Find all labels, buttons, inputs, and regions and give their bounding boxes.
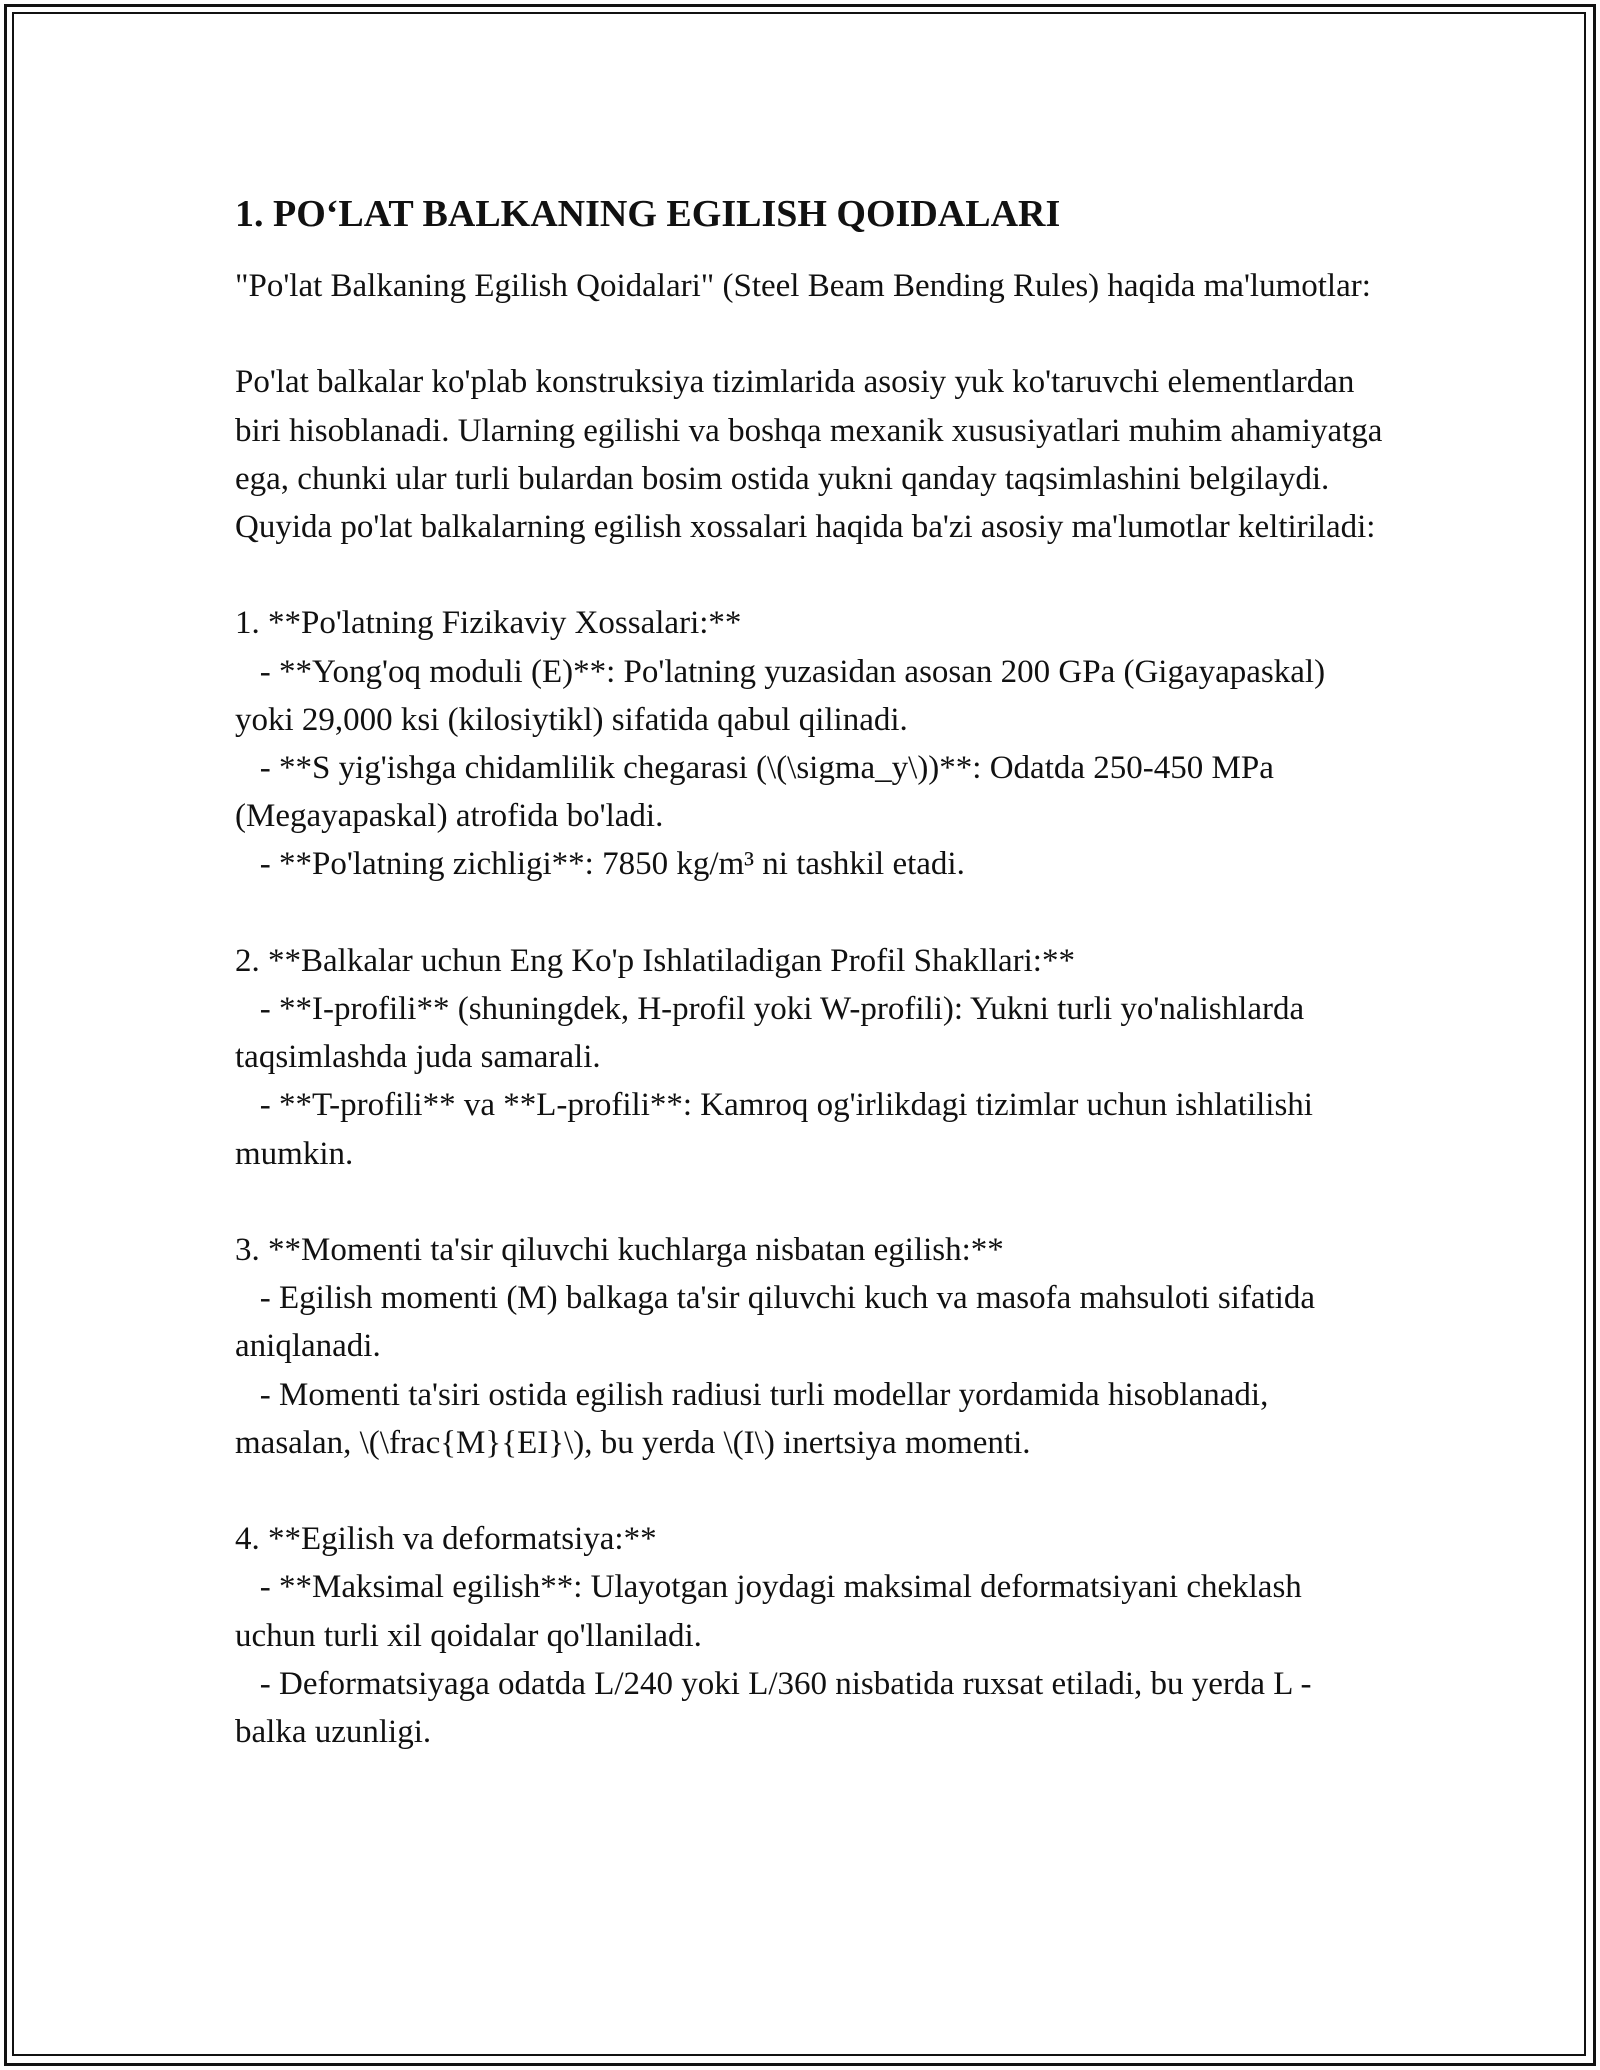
- list-item: - **T-profili** va **L-profili**: Kamroq og'irlikdagi tizimlar uchun ishlatilishi mumkin.: [235, 1087, 1322, 1172]
- blank-line: [235, 1178, 1385, 1226]
- list-item: - **Maksimal egilish**: Ulayotgan joydagi maksimal deformatsiyani cheklash uchun turli xil qoidalar qo'llaniladi.: [235, 1569, 1311, 1654]
- list-item: - **I-profili** (shuningdek, H-profil yoki W-profili): Yukni turli yo'nalishlarda taqsimlashda juda samarali.: [235, 991, 1313, 1076]
- document-body: [235, 186, 1391, 1756]
- section-heading: 2. **Balkalar uchun Eng Ko'p Ishlatiladigan Profil Shakllari:**: [235, 942, 1075, 979]
- blank-line: [235, 889, 1385, 937]
- section-physical-properties: [235, 599, 1385, 888]
- document-title: 1. PO‘LAT BALKANING EGILISH QOIDALARI: [235, 193, 1061, 235]
- list-item: - **Po'latning zichligi**: 7850 kg/m³ ni tashkil etadi.: [235, 846, 965, 883]
- blank-line: [235, 1467, 1385, 1515]
- main-paragraph: Po'lat balkalar ko'plab konstruksiya tizimlarida asosiy yuk ko'taruvchi elementlardan biri hisoblanadi. Ularning egilishi va boshqa mexanik xususiyatlari muhim ahamiyatga ega, chunki ular turli bulardan bosim ostida yukni qanday taqsimlashini belgilaydi. Quyida po'lat balkalarning egilish xossalari haqida ba'zi asosiy ma'lumotlar keltiriladi:: [235, 364, 1391, 545]
- intro-paragraph: "Po'lat Balkaning Egilish Qoidalari" (Steel Beam Bending Rules) haqida ma'lumotlar:: [235, 268, 1371, 304]
- section-heading: 3. **Momenti ta'sir qiluvchi kuchlarga nisbatan egilish:**: [235, 1232, 1004, 1268]
- section-profile-shapes: [235, 937, 1385, 1178]
- section-bending-moment: [235, 1226, 1385, 1467]
- list-item: - **Yong'oq moduli (E)**: Po'latning yuzasidan asosan 200 GPa (Gigayapaskal) yoki 29,000 ksi (kilosiytikl) sifatida qabul qilinadi.: [235, 653, 1334, 738]
- section-heading: 1. **Po'latning Fizikaviy Xossalari:**: [235, 605, 742, 642]
- blank-line: [235, 310, 1385, 358]
- section-deflection: [235, 1515, 1385, 1756]
- list-item: - Deformatsiyaga odatda L/240 yoki L/360 nisbatida ruxsat etiladi, bu yerda L - balka uzunligi.: [235, 1665, 1320, 1751]
- blank-line: [235, 551, 1385, 599]
- section-heading: 4. **Egilish va deformatsiya:**: [235, 1521, 657, 1558]
- list-item: - **S yig'ishga chidamlilik chegarasi (\(\sigma_y\))**: Odatda 250-450 MPa (Megayapaskal) atrofida bo'ladi.: [235, 750, 1283, 835]
- list-item: - Egilish momenti (M) balkaga ta'sir qiluvchi kuch va masofa mahsuloti sifatida aniqlanadi.: [235, 1280, 1324, 1365]
- list-item: - Momenti ta'siri ostida egilish radiusi turli modellar yordamida hisoblanadi, masalan, \(\frac{M}{EI}\), bu yerda \(I\) inertsiya momenti.: [235, 1376, 1277, 1461]
